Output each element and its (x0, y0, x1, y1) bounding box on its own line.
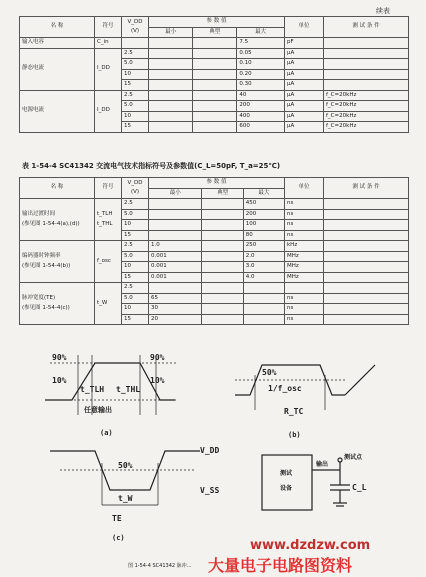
cell-typ (202, 272, 243, 283)
cell-min (149, 59, 193, 70)
cell-typ (202, 241, 243, 252)
cell-max: 200 (243, 209, 284, 220)
cell-min: 20 (149, 314, 202, 325)
row-name (20, 199, 95, 241)
cell-max: 7.5 (237, 38, 285, 49)
fig-b-period: 1/f_osc (268, 384, 302, 393)
fig-d-device-box (262, 455, 312, 510)
table-row (20, 199, 409, 210)
cell-max: 450 (243, 199, 284, 210)
cell-vdd: 10 (122, 220, 149, 231)
cell-max: 600 (237, 122, 285, 133)
cell-unit: kHz (285, 241, 324, 252)
col-vdd: V_DD (V) (122, 178, 149, 199)
cell-vdd: 5.0 (122, 293, 149, 304)
fig-d-test-point: 测试点 (344, 454, 363, 461)
cell-cond (324, 272, 409, 283)
cell-min (149, 90, 193, 101)
cell-cond: f_C=20kHz (324, 90, 409, 101)
cell-max: 80 (243, 230, 284, 241)
cell-cond (324, 241, 409, 252)
cell-min (149, 199, 202, 210)
cell-typ (193, 38, 237, 49)
row-name-line1: 脉冲宽度(TE) (22, 295, 56, 301)
table-row (20, 38, 409, 49)
cell-cond (324, 59, 409, 70)
cell-max: 4.0 (243, 272, 284, 283)
row-name (20, 241, 95, 283)
row-name-line1: 输出过渡时间 (22, 211, 56, 217)
cell-unit (285, 283, 324, 294)
cell-vdd: 10 (122, 111, 149, 122)
cell-vdd: 10 (122, 69, 149, 80)
col-symbol: 符号 (95, 178, 122, 199)
cell-max: 0.05 (237, 48, 285, 59)
cell-min: 0.001 (149, 262, 202, 273)
row-name-line2: (参见图 1-54-4(b)) (22, 262, 71, 269)
cell-vdd: 2.5 (122, 199, 149, 210)
row-name-line1: 编码器时钟频率 (22, 253, 61, 259)
waveform-figures (0, 335, 426, 545)
fig-a-pct-bot-r: 10% (150, 376, 165, 385)
cell-vdd: 2.5 (122, 241, 149, 252)
table-row (20, 241, 409, 252)
fig-c-pct: 50% (118, 461, 133, 470)
cell-cond (324, 304, 409, 315)
cell-max: 0.30 (237, 80, 285, 91)
cell-vdd: 15 (122, 314, 149, 325)
cell-unit: μA (285, 80, 324, 91)
cell-max: 200 (237, 101, 285, 112)
cell-typ (193, 48, 237, 59)
table-row (20, 48, 409, 59)
cell-cond (324, 80, 409, 91)
cell-typ (193, 101, 237, 112)
cell-max: 2.0 (243, 251, 284, 262)
cell-vdd: 2.5 (122, 90, 149, 101)
cell-max: 400 (237, 111, 285, 122)
cell-typ (193, 80, 237, 91)
cell-unit: ns (285, 230, 324, 241)
cell-cond (324, 69, 409, 80)
cell-vdd: 15 (122, 272, 149, 283)
cell-unit: μA (285, 111, 324, 122)
cell-max: 40 (237, 90, 285, 101)
col-cond: 测 试 条 件 (324, 17, 409, 38)
col-max: 最大 (237, 27, 285, 38)
cell-typ (202, 262, 243, 273)
row-symbol (95, 199, 122, 241)
col-min: 最小 (149, 188, 202, 199)
cell-vdd: 10 (122, 262, 149, 273)
dc-param-table (19, 16, 409, 133)
row-symbol: t_W (95, 283, 122, 325)
row-name: 电源电流 (20, 90, 95, 132)
row-symbol: C_in (95, 38, 122, 49)
cell-unit: ns (285, 209, 324, 220)
cell-unit: pF (285, 38, 324, 49)
cell-min: 1.0 (149, 241, 202, 252)
cell-min (149, 230, 202, 241)
col-unit: 单位 (285, 17, 324, 38)
cell-vdd: 2.5 (122, 48, 149, 59)
cell-unit: μA (285, 90, 324, 101)
col-max: 最大 (243, 188, 284, 199)
cell-unit: ns (285, 199, 324, 210)
cell-cond: f_C=20kHz (324, 111, 409, 122)
col-unit: 单位 (285, 178, 324, 199)
cell-typ (202, 251, 243, 262)
fig-a-label: (a) (100, 429, 113, 437)
cell-cond (324, 230, 409, 241)
cell-typ (193, 122, 237, 133)
cell-vdd: 15 (122, 122, 149, 133)
col-name: 名 称 (20, 178, 95, 199)
fig-a-pct-bot: 10% (52, 376, 67, 385)
cell-cond: f_C=20kHz (324, 101, 409, 112)
cell-max: 0.10 (237, 59, 285, 70)
cell-max: 250 (243, 241, 284, 252)
col-name: 名 称 (20, 17, 95, 38)
col-cond: 测 试 条 件 (324, 178, 409, 199)
cell-min (149, 101, 193, 112)
cell-unit: ns (285, 314, 324, 325)
ac-param-table (19, 177, 409, 325)
cell-unit: μA (285, 122, 324, 133)
cell-min (149, 80, 193, 91)
fig-c-te: TE (112, 514, 122, 523)
cell-cond (324, 251, 409, 262)
cell-min (149, 283, 202, 294)
cell-min (149, 48, 193, 59)
fig-b-rtc: R_TC (284, 407, 304, 416)
cell-unit: μA (285, 101, 324, 112)
col-params: 参 数 值 (149, 178, 285, 189)
fig-b-label: (b) (288, 431, 301, 439)
watermark-url: www.dzdzw.com (250, 538, 371, 553)
cell-cond (324, 209, 409, 220)
figure-caption: 图 1-54-4 SC41342 脉冲… (128, 563, 192, 569)
cell-vdd: 15 (122, 80, 149, 91)
cell-vdd: 5.0 (122, 101, 149, 112)
cell-max (243, 304, 284, 315)
cell-typ (193, 59, 237, 70)
cell-typ (193, 69, 237, 80)
fig-a-tlh: t_TLH (80, 385, 105, 394)
fig-d-device-2: 设备 (280, 485, 293, 492)
cell-unit: ns (285, 293, 324, 304)
cell-typ (202, 209, 243, 220)
cell-cond (324, 220, 409, 231)
fig-c-vdd: V_DD (200, 446, 220, 455)
fig-d-cl: C_L (352, 483, 367, 492)
cell-cond (324, 38, 409, 49)
row-name (20, 283, 95, 325)
table-row (20, 283, 409, 294)
cell-typ (202, 283, 243, 294)
fig-c-waveform (50, 451, 200, 490)
cell-vdd: 2.5 (122, 283, 149, 294)
cell-typ (193, 111, 237, 122)
fig-a-thl: t_THL (116, 385, 141, 394)
table2-title: 表 1-54-4 SC41342 交流电气技术指标符号及参数值(C_L=50pF, T_a=25℃) (22, 162, 281, 170)
fig-c-tw: t_W (118, 494, 133, 503)
cell-max (243, 314, 284, 325)
cell-typ (202, 230, 243, 241)
row-symbol-1: t_TLH (97, 211, 113, 217)
row-symbol: I_DD (95, 48, 122, 90)
cell-min (149, 111, 193, 122)
cell-cond (324, 48, 409, 59)
cell-vdd: 5.0 (122, 59, 149, 70)
col-params: 参 数 值 (149, 17, 285, 28)
fig-a-pct-top-r: 90% (150, 353, 165, 362)
fig-a-pct-top: 90% (52, 353, 67, 362)
fig-a-any-output: 任意输出 (84, 406, 112, 414)
cell-max (243, 293, 284, 304)
cell-vdd (122, 38, 149, 49)
cell-vdd: 5.0 (122, 251, 149, 262)
row-symbol: f_osc (95, 241, 122, 283)
cell-min: 0.001 (149, 251, 202, 262)
row-symbol-2: t_THL (97, 220, 113, 227)
cell-min (149, 122, 193, 133)
cell-max (243, 283, 284, 294)
cell-typ (202, 314, 243, 325)
cell-typ (202, 304, 243, 315)
cell-min (149, 209, 202, 220)
col-typ: 典型 (193, 27, 237, 38)
row-name-line2: (参见图 1-54-4(a),(d)) (22, 220, 80, 227)
cell-typ (202, 293, 243, 304)
cell-cond: f_C=20kHz (324, 122, 409, 133)
col-vdd: V_DD (V) (122, 17, 149, 38)
table-row (20, 90, 409, 101)
cell-vdd: 15 (122, 230, 149, 241)
cell-min: 65 (149, 293, 202, 304)
cell-unit: MHz (285, 251, 324, 262)
cell-max: 100 (243, 220, 284, 231)
cell-unit: ns (285, 220, 324, 231)
cell-cond (324, 262, 409, 273)
cell-unit: MHz (285, 272, 324, 283)
cell-typ (202, 220, 243, 231)
row-name: 输入电容 (20, 38, 95, 49)
cell-unit: ns (285, 304, 324, 315)
fig-c-vss: V_SS (200, 486, 220, 495)
continued-label: 续表 (376, 7, 390, 15)
cell-cond (324, 314, 409, 325)
row-name: 静态电流 (20, 48, 95, 90)
cell-typ (202, 199, 243, 210)
cell-unit: μA (285, 48, 324, 59)
cell-min (149, 38, 193, 49)
fig-d-output: 输出 (316, 461, 329, 468)
cell-typ (193, 90, 237, 101)
cell-min (149, 69, 193, 80)
cell-unit: MHz (285, 262, 324, 273)
cell-max: 3.0 (243, 262, 284, 273)
cell-cond (324, 199, 409, 210)
cell-unit: μA (285, 69, 324, 80)
col-min: 最小 (149, 27, 193, 38)
fig-c-label: (c) (112, 534, 125, 542)
cell-vdd: 5.0 (122, 209, 149, 220)
cell-unit: μA (285, 59, 324, 70)
cell-min: 0.001 (149, 272, 202, 283)
cell-vdd: 10 (122, 304, 149, 315)
cell-max: 0.20 (237, 69, 285, 80)
row-symbol: I_DD (95, 90, 122, 132)
col-symbol: 符号 (95, 17, 122, 38)
cell-min (149, 220, 202, 231)
cell-cond (324, 283, 409, 294)
cell-min: 30 (149, 304, 202, 315)
col-typ: 典型 (202, 188, 243, 199)
cell-cond (324, 293, 409, 304)
row-name-line2: (参见图 1-54-4(c)) (22, 304, 70, 311)
watermark-site: 大量电子电路图资料 (208, 556, 353, 575)
fig-d-device-1: 测试 (280, 470, 293, 477)
fig-b-pct: 50% (262, 368, 277, 377)
